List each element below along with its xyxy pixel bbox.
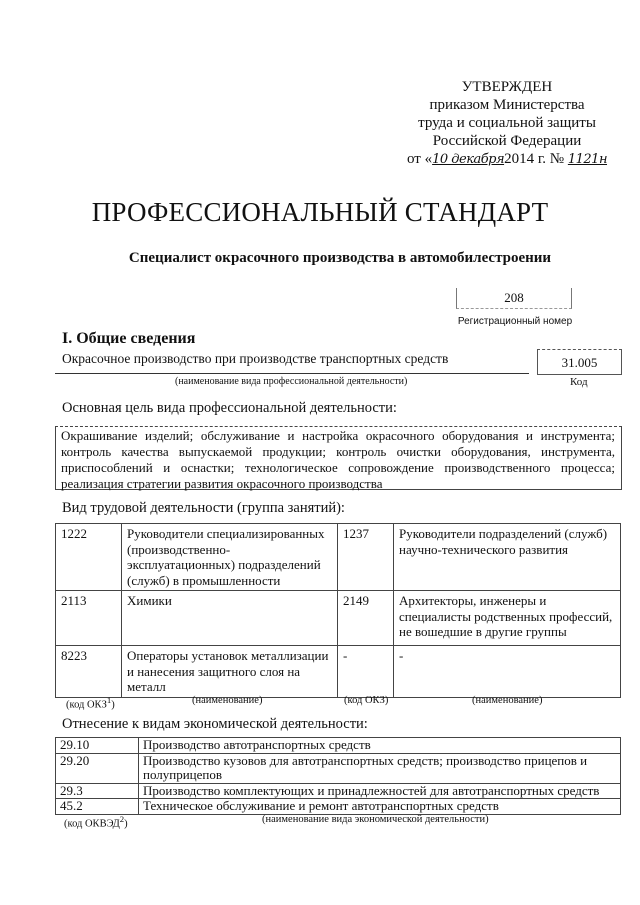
section-heading: I. Общие сведения [62, 330, 196, 347]
okz-name-caption: (наименование) [192, 695, 263, 706]
activity-caption: (наименование вида профессиональной деятельности) [175, 376, 408, 387]
okz-code-caption-2: (код ОКЗ) [344, 695, 389, 706]
approval-line: Российской Федерации [432, 133, 582, 149]
activity-code-label: Код [570, 376, 588, 388]
table-row [56, 783, 621, 799]
okved-code: 29.20 [56, 753, 139, 783]
handwritten-date: 10 декабря [432, 152, 505, 167]
approval-block [392, 78, 622, 169]
okz-name-caption-2: (наименование) [472, 695, 543, 706]
approval-line: приказом Министерства [429, 97, 585, 113]
table-row [56, 591, 621, 646]
date-prefix: от « [406, 151, 433, 167]
caption-text: (код ОКВЭД [64, 818, 120, 830]
registration-number-box: 208 [456, 288, 572, 309]
footnote-marker: 2 [119, 814, 125, 824]
footnote-marker: 1 [106, 695, 112, 705]
table-row [56, 738, 621, 754]
okz-code-caption: (код ОКЗ$^1$) [66, 695, 115, 711]
okz-code: - [338, 646, 394, 698]
occupations-label: Вид трудовой деятельности (группа занятий): [62, 500, 345, 516]
approval-title: УТВЕРЖДЕН [461, 79, 553, 95]
table-row [56, 524, 621, 591]
okved-code-caption: (код ОКВЭД$^2$) [64, 814, 128, 830]
date-year: 2014 г. № [504, 151, 565, 167]
activity-underline [55, 373, 529, 374]
okz-code: 1222 [56, 524, 122, 591]
page-subtitle: Специалист окрасочного производства в автомобилестроении [128, 250, 552, 266]
okz-name: Операторы установок металлизации и нанесения защитного слоя на металл [122, 646, 338, 698]
okz-code: 8223 [56, 646, 122, 698]
goal-label: Основная цель вида профессиональной деятельности: [62, 400, 397, 416]
table-row [56, 799, 621, 815]
table-row [56, 646, 621, 698]
okved-name: Производство автотранспортных средств [139, 738, 621, 754]
activity-name: Окрасочное производство при производстве транспортных средств [62, 351, 449, 366]
okved-name-caption: (наименование вида экономической деятельности) [262, 814, 489, 825]
approval-line: труда и социальной защиты [418, 115, 596, 131]
okved-code: 29.3 [56, 783, 139, 799]
okz-code: 1237 [338, 524, 394, 591]
okved-name: Производство комплектующих и принадлежностей для автотранспортных средств [139, 783, 621, 799]
goal-text: Окрашивание изделий; обслуживание и настройка окрасочного оборудования и инструмента; контроль качества выпускаемой продукции; контроль очистки оборудования, инструмента, приспособлений и оснастки; технологическое сопровождение производственного процесса; реализация стратегии развития окрасочного производства [61, 428, 615, 491]
registration-number-label: Регистрационный номер [457, 316, 573, 327]
handwritten-number: 1121н [567, 152, 608, 167]
okz-name: Руководители подразделений (служб) научно-технического развития [394, 524, 621, 591]
caption-text: (код ОКЗ [66, 699, 107, 711]
okz-name: Руководители специализированных (производственно-эксплуатационных) подразделений (служб) в промышленности [122, 524, 338, 591]
okz-name: Химики [122, 591, 338, 646]
occupations-table [55, 523, 621, 698]
okz-name: Архитекторы, инженеры и специалисты родственных профессий, не вошедшие в другие группы [394, 591, 621, 646]
economic-table [55, 737, 621, 815]
okved-code: 45.2 [56, 799, 139, 815]
table-row [56, 753, 621, 783]
approval-date-line [392, 150, 622, 169]
okved-code: 29.10 [56, 738, 139, 754]
okz-code: 2149 [338, 591, 394, 646]
okz-code: 2113 [56, 591, 122, 646]
okved-name: Техническое обслуживание и ремонт автотранспортных средств [139, 799, 621, 815]
activity-code-box: 31.005 [537, 349, 622, 375]
okved-name: Производство кузовов для автотранспортных средств; производство прицепов и полуприцепов [139, 753, 621, 783]
economic-label: Отнесение к видам экономической деятельности: [62, 716, 368, 732]
page-title: ПРОФЕССИОНАЛЬНЫЙ СТАНДАРТ [91, 197, 549, 227]
okz-name: - [394, 646, 621, 698]
